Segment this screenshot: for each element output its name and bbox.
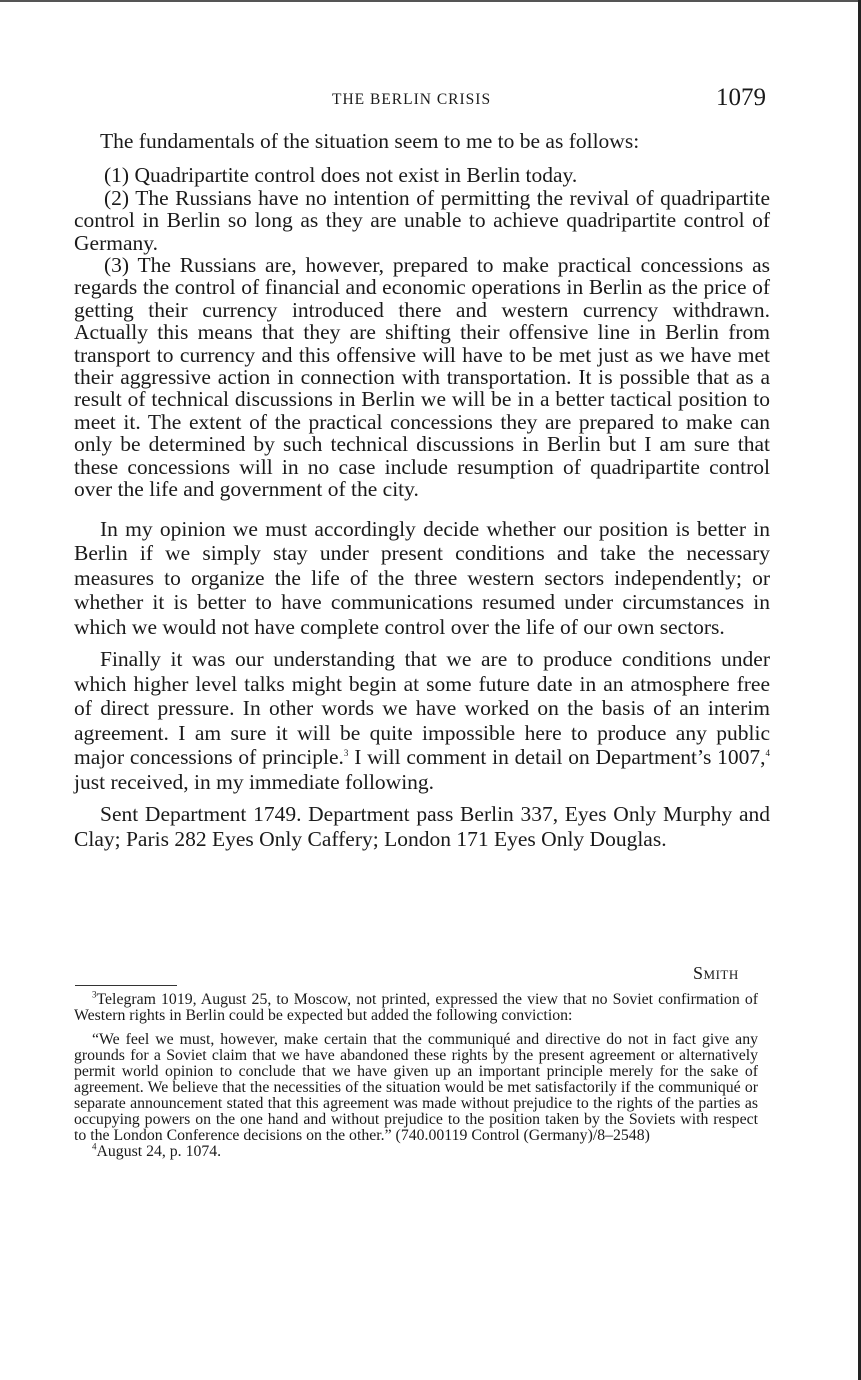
numbered-point-3: (3) The Russians are, however, prepared to make practical concessions as regards the control of financial and economic operations in Berlin as the price of getting their currency introduced there and western currency withdrawn. Actually this means that they are shifting their offensive line in Berlin from transport to currency and this offensive will have to be met just as we have met their aggressive action in connection with transportation. It is possible that as a result of technical discussions in Berlin we will be in a better tactical position to meet it. The extent of the practical concessions they are prepared to make can only be determined by such technical discussions in Berlin but I am sure that these concessions will in no case include resumption of quadripartite control over the life and government of the city. [74,253,770,502]
footnote-3-text: Telegram 1019, August 25, to Moscow, not printed, expressed the view that no Soviet confirmation of Western rights in Berlin could be expected but added the following conviction: [74,991,758,1024]
opinion-paragraph: In my opinion we must accordingly decide whether our position is better in Berlin if we simply stay under present conditions and take the necessary measures to organize the life of the three western sectors independently; or whether it is better to have communications resumed under circumstances in which we would not have complete control over the life of our own sectors. [74,516,770,639]
footnote-3 [74,989,758,1024]
footnote-4-marker: 4 [92,1141,97,1152]
footnote-3-quote: “We feel we must, however, make certain that the communiqué and directive do not in fact give any grounds for a Soviet claim that we have abandoned these rights by the present agreement or alternatively permit world opinion to conclude that we have given up an important principle merely for the sake of agreement. We believe that the necessities of the situation would be met satisfactorily if the communiqué or separate announcement stated that this agreement was made without prejudice to the rights of the parties as occupying powers on the one hand and without prejudice to the position taken by the Soviets with respect to the London Conference decisions on the other.” (740.00119 Control (Germany)/8–2548) [74,1031,758,1144]
understanding-text-a: Finally it was our understanding that we are to produce conditions under which higher level talks might begin at some future date in an atmosphere free of direct pressure. In other words we have worked on the basis of an interim agreement. I am sure it will be quite impossible here to produce any public major concessions of principle. [74,647,770,769]
page-header [0,84,861,118]
page-number: 1079 [716,84,766,111]
numbered-point-2: (2) The Russians have no intention of permitting the revival of quadripartite control in Berlin so long as they are unable to achieve quadripartite control of Germany. [74,185,770,255]
understanding-text-b: I will comment in detail on Department’s 1007, [348,745,766,769]
distribution-paragraph: Sent Department 1749. Department pass Berlin 337, Eyes Only Murphy and Clay; Paris 282 Eyes Only Caffery; London 171 Eyes Only Douglas. [74,802,770,851]
document-body [74,130,770,859]
understanding-paragraph [74,647,770,794]
running-head: THE BERLIN CRISIS [332,91,492,108]
footnotes [74,989,758,1160]
signature: Smith [693,963,739,983]
intro-paragraph: The fundamentals of the situation seem to me to be as follows: [100,129,640,153]
footnote-ref-4[interactable]: 4 [765,747,770,758]
page-top-edge [0,0,861,2]
numbered-point-1: (1) Quadripartite control does not exist in Berlin today. [104,163,578,188]
footnote-4 [74,1141,758,1160]
footnote-4-text: August 24, p. 1074. [96,1143,222,1160]
footnote-divider [75,985,177,986]
understanding-text-c: just received, in my immediate following. [74,769,435,794]
footnote-ref-3[interactable]: 3 [343,747,349,758]
footnote-3-marker: 3 [92,989,97,1000]
